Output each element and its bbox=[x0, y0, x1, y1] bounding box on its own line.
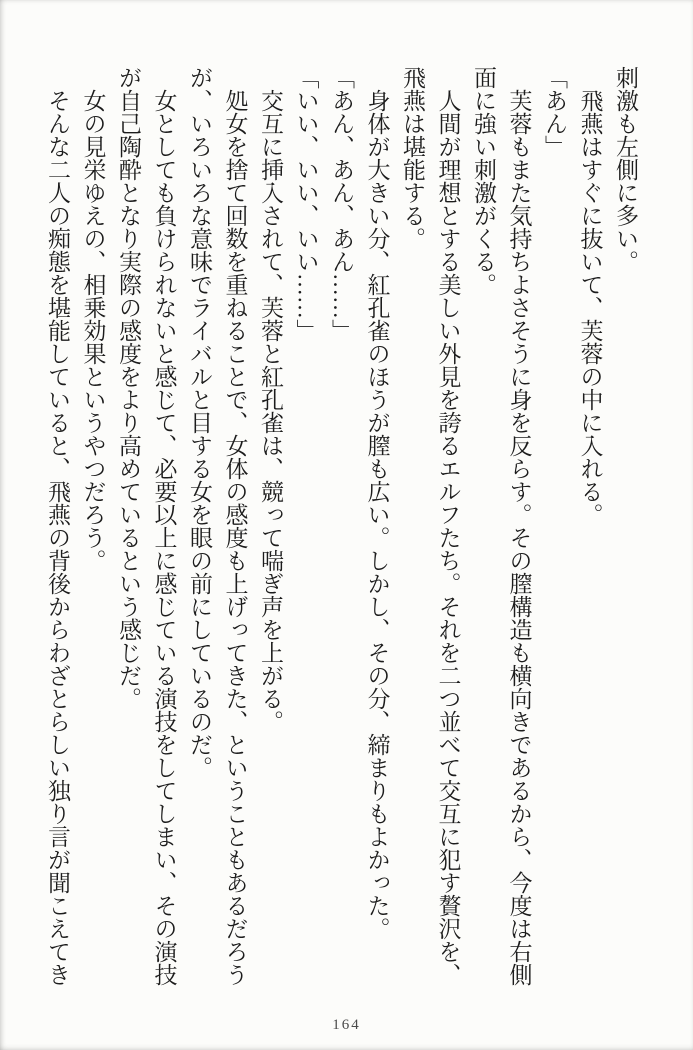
paragraph: 処女を捨て回数を重ねることで、女体の感度も上げってきた、ということもあるだろうが、いろいろな意味でライバルと目する女を眼の前にしているのだ。 bbox=[187, 66, 248, 986]
paragraph: 身体が大きい分、紅孔雀のほうが膣も広い。しかし、その分、締まりもよかった。 bbox=[364, 89, 390, 940]
paragraph: 飛燕はすぐに抜いて、芙蓉の中に入れる。 bbox=[577, 89, 603, 526]
paragraph: 人間が理想とする美しい外見を誇るエルフたち。それを二つ並べて交互に犯す贅沢を、飛燕は堪能する。 bbox=[400, 66, 461, 986]
page-number: 164 bbox=[332, 1017, 361, 1033]
paragraph: 女としても負けられないと感じて、必要以上に感じている演技をしてしまい、その演技が自己陶酔となり実際の感度をより高めているという感じだ。 bbox=[116, 66, 177, 986]
page-text bbox=[40, 66, 644, 990]
paragraph: 芙蓉もまた気持ちよさそうに身を反らす。その膣構造も横向きであるから、今度は右側面に強い刺激がくる。 bbox=[471, 66, 532, 986]
paragraph: 刺激も左側に多い。 bbox=[613, 66, 638, 273]
paragraph: 交互に挿入されて、芙蓉と紅孔雀は、競って喘ぎ声を上がる。 bbox=[258, 89, 283, 733]
paragraph: 女の見栄ゆえの、相乗効果というやつだろう。 bbox=[80, 89, 106, 572]
paragraph: そんな二人の痴態を堪能していると、飛燕の背後からわざとらしい独り言が聞こえてき bbox=[45, 89, 70, 986]
paragraph-dialogue: 「あん」 bbox=[542, 66, 567, 158]
paragraph-dialogue: 「あん、あん、あん……」 bbox=[329, 66, 354, 342]
paragraph-dialogue: 「いい、いい、いい……」 bbox=[293, 66, 319, 342]
